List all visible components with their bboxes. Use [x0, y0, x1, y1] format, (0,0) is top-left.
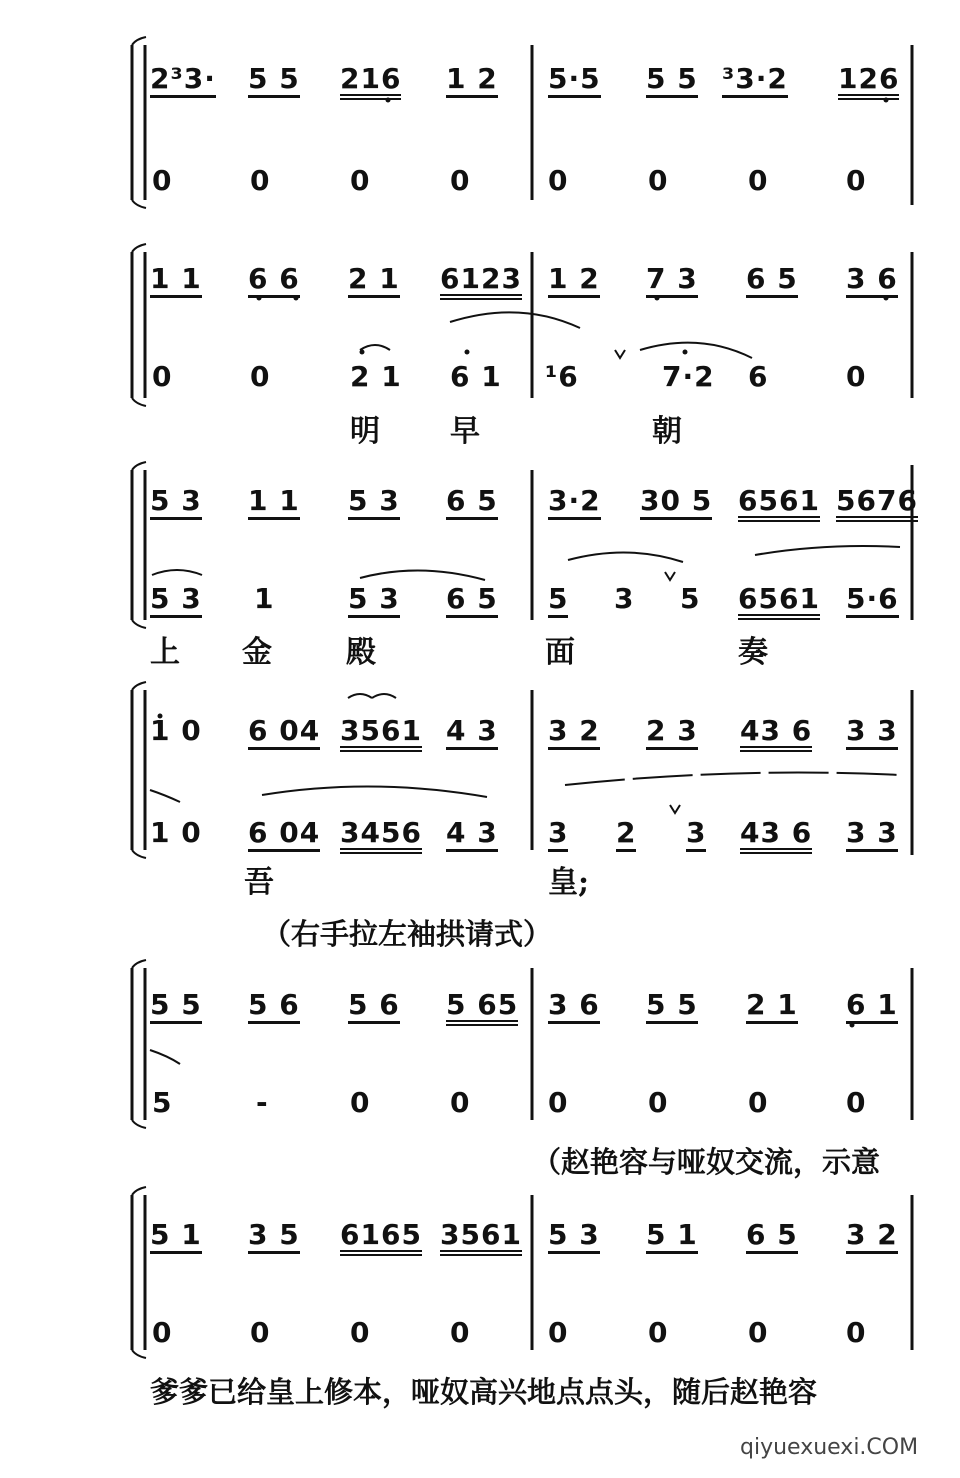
note-s3-u4: 6 5 [446, 486, 498, 520]
note-s5-u7: 2 1 [746, 990, 798, 1024]
lyric-s2-3: 朝 [652, 414, 682, 449]
note-s1-u7: ³3·2 [722, 64, 788, 98]
site-watermark: qiyuexuexi.COM [740, 1435, 919, 1460]
note-s2-u7: 6 5 [746, 264, 798, 298]
note-s6-u8: 3 2 [846, 1220, 898, 1254]
note-s5-u6: 5 5 [646, 990, 698, 1024]
note-s4-l6: 2 [616, 818, 636, 852]
note-s5-u8: 6 1 [846, 990, 898, 1024]
note-s4-u4: 4 3 [446, 716, 498, 750]
note-s5-l7: 0 [748, 1086, 769, 1119]
note-s2-l6: 7·2 [662, 360, 715, 393]
note-s1-u4: 1 2 [446, 64, 498, 98]
note-s2-u3: 2 1 [348, 264, 400, 298]
lyric-s4-2: 皇; [548, 865, 590, 900]
note-s4-l9: 3 3 [846, 818, 898, 852]
note-s1-l4: 0 [450, 164, 471, 197]
note-s4-u5: 3 2 [548, 716, 600, 750]
note-s6-u4: 3561 [440, 1220, 522, 1256]
note-s3-u7: 6561 [738, 486, 820, 522]
note-s2-l4: 6 1 [450, 360, 502, 393]
note-s5-l5: 0 [548, 1086, 569, 1119]
note-s1-l6: 0 [648, 164, 669, 197]
note-s3-l9: 5·6 [846, 584, 899, 618]
note-s3-l8: 6561 [738, 584, 820, 620]
note-s3-l5: 5 [548, 584, 568, 618]
note-s4-u6: 2 3 [646, 716, 698, 750]
note-s4-l5: 3 [548, 818, 568, 852]
note-s4-u7: 43 6 [740, 716, 812, 752]
note-s2-u4: 6123 [440, 264, 522, 300]
note-s6-l4: 0 [450, 1316, 471, 1349]
note-s6-l8: 0 [846, 1316, 867, 1349]
note-s1-l7: 0 [748, 164, 769, 197]
note-s2-l3: 2 1 [350, 360, 402, 393]
note-s2-u5: 1 2 [548, 264, 600, 298]
note-s6-u1: 5 1 [150, 1220, 202, 1254]
note-s5-u5: 3 6 [548, 990, 600, 1024]
note-s4-l8: 43 6 [740, 818, 812, 854]
note-s6-l6: 0 [648, 1316, 669, 1349]
note-s4-l7: 3 [686, 818, 706, 852]
note-s1-u3: 216 [340, 64, 401, 100]
note-s6-u5: 5 3 [548, 1220, 600, 1254]
note-s1-u6: 5 5 [646, 64, 698, 98]
note-s4-u2: 6 04 [248, 716, 320, 750]
note-s5-l6: 0 [648, 1086, 669, 1119]
note-s1-u2: 5 5 [248, 64, 300, 98]
note-s3-u6: 30 5 [640, 486, 712, 520]
note-s5-l1: 5 [152, 1086, 173, 1119]
note-s5-u4: 5 65 [446, 990, 518, 1026]
note-s5-u3: 5 6 [348, 990, 400, 1024]
note-s3-u1: 5 3 [150, 486, 202, 520]
note-s2-l2: 0 [250, 360, 271, 393]
note-s6-u2: 3 5 [248, 1220, 300, 1254]
note-s3-l6: 3 [614, 582, 635, 615]
note-s1-l8: 0 [846, 164, 867, 197]
note-s3-l4: 6 5 [446, 584, 498, 618]
note-s1-l1: 0 [152, 164, 173, 197]
lyric-s3-3: 殿 [346, 635, 376, 670]
note-s4-u1: 1 0 [150, 714, 202, 747]
note-s5-l4: 0 [450, 1086, 471, 1119]
note-s4-u3: 3561 [340, 716, 422, 752]
lyric-s3-5: 奏 [738, 635, 768, 670]
note-s3-l2: 1 [254, 582, 275, 615]
note-s1-l5: 0 [548, 164, 569, 197]
note-s6-u3: 6165 [340, 1220, 422, 1256]
note-s6-l7: 0 [748, 1316, 769, 1349]
note-s5-u1: 5 5 [150, 990, 202, 1024]
note-s3-u8: 5676 [836, 486, 918, 522]
note-s1-l2: 0 [250, 164, 271, 197]
note-s4-l4: 4 3 [446, 818, 498, 852]
note-s6-l2: 0 [250, 1316, 271, 1349]
lyric-s2-2: 早 [450, 414, 480, 449]
lyric-s2-1: 明 [350, 414, 380, 449]
lyric-s3-2: 金 [242, 635, 272, 670]
note-s5-l2: - [256, 1086, 269, 1119]
stage-direction-2: （赵艳容与哑奴交流，示意 [532, 1145, 881, 1179]
note-s4-u8: 3 3 [846, 716, 898, 750]
note-s1-u8: 126 [838, 64, 899, 100]
note-s6-l3: 0 [350, 1316, 371, 1349]
note-s5-l3: 0 [350, 1086, 371, 1119]
lyric-s3-4: 面 [545, 635, 575, 670]
note-s5-l8: 0 [846, 1086, 867, 1119]
note-s6-l1: 0 [152, 1316, 173, 1349]
note-s4-l1: 1 0 [150, 816, 202, 849]
lyric-s4-1: 吾 [244, 865, 274, 900]
note-s4-l3: 3456 [340, 818, 422, 854]
note-s2-l7: 6 [748, 360, 769, 393]
note-s2-u8: 3 6 [846, 264, 898, 298]
note-s4-l2: 6 04 [248, 818, 320, 852]
note-s3-l3: 5 3 [348, 584, 400, 618]
note-s6-u6: 5 1 [646, 1220, 698, 1254]
note-s1-u5: 5·5 [548, 64, 601, 98]
note-s2-u6: 7 3 [646, 264, 698, 298]
stage-direction-1: （右手拉左袖拱请式） [262, 917, 553, 951]
note-s2-l5: ¹6 [545, 360, 579, 393]
note-s6-l5: 0 [548, 1316, 569, 1349]
note-s3-u5: 3·2 [548, 486, 601, 520]
note-s1-u1: 2³3· [150, 64, 216, 98]
note-s3-l1: 5 3 [150, 584, 202, 618]
note-s2-u2: 6 6 [248, 264, 300, 298]
note-s2-u1: 1 1 [150, 264, 202, 298]
note-s3-l7: 5 [680, 582, 701, 615]
note-s3-u2: 1 1 [248, 486, 300, 520]
note-s6-u7: 6 5 [746, 1220, 798, 1254]
note-s2-l8: 0 [846, 360, 867, 393]
note-s2-l1: 0 [152, 360, 173, 393]
stage-direction-3: 爹爹已给皇上修本，哑奴高兴地点点头，随后赵艳容 [150, 1375, 818, 1409]
note-s3-u3: 5 3 [348, 486, 400, 520]
note-s5-u2: 5 6 [248, 990, 300, 1024]
lyric-s3-1: 上 [150, 635, 180, 670]
note-s1-l3: 0 [350, 164, 371, 197]
